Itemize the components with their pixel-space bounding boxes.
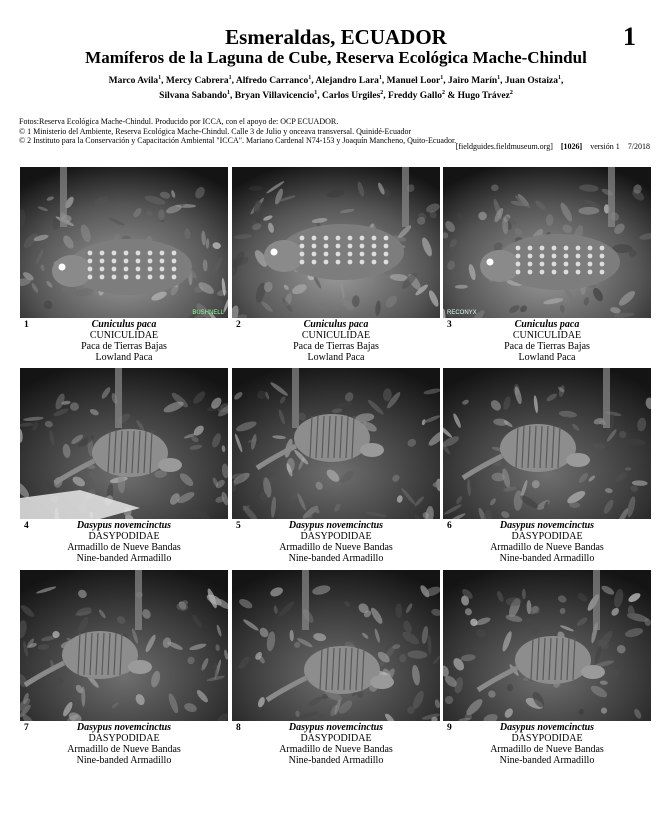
family-name: CUNICULIDAE <box>89 330 159 341</box>
english-name: Lowland Paca <box>95 352 153 363</box>
author-affiliation: 1 <box>497 75 501 81</box>
photo-number: 8 <box>236 723 241 733</box>
spanish-name: Paca de Tierras Bajas <box>293 341 379 352</box>
family-name: DASYPODIDAE <box>511 733 583 744</box>
species-caption <box>232 520 440 564</box>
photo-image <box>232 570 440 721</box>
photo-image <box>443 167 651 318</box>
scientific-name: Dasypus novemcinctus <box>76 722 172 733</box>
species-caption <box>20 722 228 766</box>
species-caption <box>232 319 440 363</box>
photo-number: 4 <box>24 521 29 531</box>
author-affiliation: 1 <box>158 75 162 81</box>
credits-photos: Fotos:Reserva Ecológica Mache-Chindul. Producido por ICCA, con el apoyo de: OCP ECUADOR. <box>19 117 339 126</box>
spanish-name: Armadillo de Nueve Bandas <box>490 542 604 553</box>
authors <box>70 72 602 102</box>
species-caption <box>20 319 228 363</box>
authors-line-2: Silvana Sabando$^1$, Bryan Villavicencio$^1$, Carlos Urgiles$^2$, Freddy Gallo$^2$ & Hugo Trávez$^2$ <box>159 90 513 102</box>
species-caption <box>443 722 651 766</box>
photo-number: 2 <box>236 320 241 330</box>
photo-image <box>20 570 228 721</box>
scientific-name: Dasypus novemcinctus <box>288 520 384 531</box>
family-name: CUNICULIDAE <box>301 330 371 341</box>
camera-trap-photo[interactable] <box>232 368 440 519</box>
credits-institution-1: © 1 Ministerio del Ambiente, Reserva Ecológica Mache-Chindul. Calle 3 de Julio y onceava transversal. Quinidé-Ecuador <box>19 126 412 136</box>
camera-watermark: RECONYX <box>447 310 477 316</box>
photo-image <box>20 167 228 318</box>
photo-image <box>443 570 651 721</box>
author-affiliation: 1 <box>378 75 382 81</box>
scientific-name: Cuniculus paca <box>91 319 157 330</box>
spanish-name: Paca de Tierras Bajas <box>81 341 167 352</box>
author-name: Freddy Gallo <box>388 91 442 102</box>
page-number: 1 <box>623 22 636 51</box>
english-name: Nine-banded Armadillo <box>288 755 384 766</box>
species-card <box>232 570 440 770</box>
author-name: Alejandro Lara <box>315 76 379 87</box>
photo-number: 9 <box>447 723 452 733</box>
scientific-name: Cuniculus paca <box>514 319 580 330</box>
species-caption <box>443 520 651 564</box>
scientific-name: Dasypus novemcinctus <box>76 520 172 531</box>
english-name: Nine-banded Armadillo <box>499 553 595 564</box>
family-name: CUNICULIDAE <box>512 330 582 341</box>
camera-watermark: BUSHNELL <box>192 310 224 316</box>
camera-trap-photo[interactable] <box>232 167 440 318</box>
photo-number: 7 <box>24 723 29 733</box>
family-name: DASYPODIDAE <box>88 733 160 744</box>
photo-number: 6 <box>447 521 452 531</box>
camera-trap-photo[interactable] <box>20 167 228 318</box>
scientific-name: Dasypus novemcinctus <box>499 722 595 733</box>
photo-image <box>443 368 651 519</box>
photo-number: 3 <box>447 320 452 330</box>
author-affiliation: 1 <box>228 75 232 81</box>
photo-image <box>232 368 440 519</box>
spanish-name: Armadillo de Nueve Bandas <box>279 542 393 553</box>
species-card <box>443 167 651 367</box>
author-affiliation: 1 <box>557 75 561 81</box>
author-name: Silvana Sabando <box>159 91 228 102</box>
spanish-name: Armadillo de Nueve Bandas <box>67 542 181 553</box>
author-name: Hugo Trávez <box>457 91 510 102</box>
camera-trap-photo[interactable] <box>20 368 228 519</box>
species-card <box>20 167 228 367</box>
page-title: Esmeraldas, ECUADOR <box>225 25 447 49</box>
footer-info <box>450 142 650 151</box>
family-name: DASYPODIDAE <box>300 733 372 744</box>
author-name: Bryan Villavicencio <box>234 91 315 102</box>
photo-image <box>20 368 228 519</box>
author-affiliation: 1 <box>440 75 444 81</box>
species-card <box>232 368 440 568</box>
author-affiliation: 2 <box>441 90 445 97</box>
guide-code: [1026] <box>560 142 583 151</box>
scientific-name: Cuniculus paca <box>303 319 369 330</box>
author-name: Marco Avila <box>108 76 159 87</box>
author-affiliation: 1 <box>308 75 312 81</box>
author-affiliation: 1 <box>314 90 318 97</box>
camera-trap-photo[interactable] <box>443 167 651 318</box>
site-link[interactable]: [fieldguides.fieldmuseum.org] <box>455 142 553 151</box>
author-affiliation: 2 <box>380 90 384 97</box>
credits <box>19 117 456 146</box>
camera-trap-photo[interactable] <box>232 570 440 721</box>
english-name: Nine-banded Armadillo <box>76 755 172 766</box>
spanish-name: Armadillo de Nueve Bandas <box>490 744 604 755</box>
species-card <box>443 570 651 770</box>
authors-line-1: Marco Avila$^1$, Mercy Cabrera$^1$, Alfredo Carranco$^1$, Alejandro Lara$^1$, Manuel Loor$^1$, Jairo Marín$^1$, Juan Ostaiza$^1$, <box>108 75 564 87</box>
english-name: Nine-banded Armadillo <box>499 755 595 766</box>
date: 7/2018 <box>627 142 650 151</box>
spanish-name: Armadillo de Nueve Bandas <box>67 744 181 755</box>
author-affiliation: 1 <box>227 90 231 97</box>
photo-image <box>232 167 440 318</box>
author-name: Mercy Cabrera <box>165 76 229 87</box>
species-card <box>20 570 228 770</box>
scientific-name: Dasypus novemcinctus <box>499 520 595 531</box>
camera-trap-photo[interactable] <box>443 570 651 721</box>
version: versión 1 <box>590 142 620 151</box>
scientific-name: Dasypus novemcinctus <box>288 722 384 733</box>
species-caption <box>232 722 440 766</box>
species-caption <box>20 520 228 564</box>
camera-trap-photo[interactable] <box>443 368 651 519</box>
species-card <box>20 368 228 568</box>
camera-trap-photo[interactable] <box>20 570 228 721</box>
english-name: Lowland Paca <box>518 352 576 363</box>
species-caption <box>443 319 651 363</box>
family-name: DASYPODIDAE <box>511 531 583 542</box>
author-name: Jairo Marín <box>447 76 498 87</box>
spanish-name: Paca de Tierras Bajas <box>504 341 590 352</box>
author-affiliation: 2 <box>509 90 513 97</box>
spanish-name: Armadillo de Nueve Bandas <box>279 744 393 755</box>
author-name: Alfredo Carranco <box>235 76 309 87</box>
english-name: Nine-banded Armadillo <box>288 553 384 564</box>
english-name: Lowland Paca <box>307 352 365 363</box>
author-name: Juan Ostaiza <box>504 76 558 87</box>
author-name: Carlos Urgiles <box>321 91 381 102</box>
photo-number: 5 <box>236 521 241 531</box>
photo-number: 1 <box>24 320 29 330</box>
family-name: DASYPODIDAE <box>88 531 160 542</box>
credits-institution-2: © 2 Instituto para la Conservación y Capacitación Ambiental "ICCA". Mariano Cardenal N74-153 y Joaquín Mancheno, Quito-Ecuador. <box>19 136 457 145</box>
author-name: Manuel Loor <box>386 76 441 87</box>
species-card <box>443 368 651 568</box>
page-subtitle: Mamíferos de la Laguna de Cube, Reserva Ecológica Mache-Chindul <box>85 48 587 67</box>
family-name: DASYPODIDAE <box>300 531 372 542</box>
english-name: Nine-banded Armadillo <box>76 553 172 564</box>
species-card <box>232 167 440 367</box>
